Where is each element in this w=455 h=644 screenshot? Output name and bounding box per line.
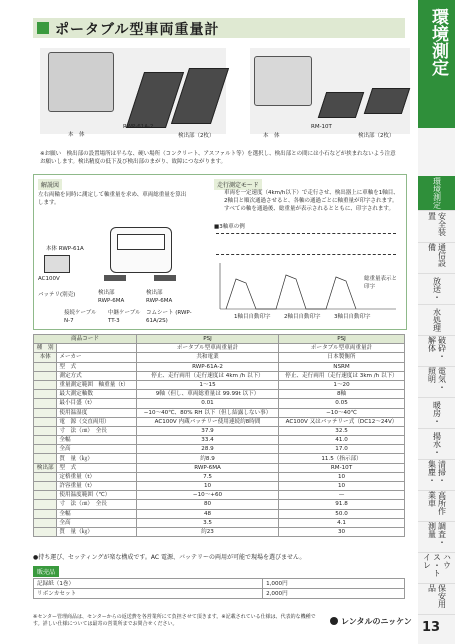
row-value-1: 約23 <box>136 527 278 536</box>
caption-plates: 検出部（2枚） <box>178 133 215 139</box>
row-label: 電 源（交直両用） <box>57 417 137 426</box>
row-label: 定格重量（t） <box>57 472 137 481</box>
row-label: 最小目盛（t） <box>57 399 137 408</box>
label-cable: 接続ケーブル N-7 <box>64 310 97 324</box>
row-group <box>34 509 57 518</box>
travel-arrow-icon <box>216 233 396 255</box>
row-label: 全高 <box>57 445 137 454</box>
row-value-1: 約8.9 <box>136 454 278 463</box>
caption-plates2: 検出部（2枚） <box>358 133 395 139</box>
side-tab-item[interactable]: 暖房・ <box>418 398 455 429</box>
row-value-2: 91.8 <box>279 500 405 509</box>
side-tab-active[interactable]: 環境測定 <box>418 176 455 211</box>
row-value-1: RWP-61A-2 <box>136 362 278 371</box>
row-label: 測定方式 <box>57 371 137 380</box>
side-tab-item[interactable]: ハウス・トイレ <box>418 553 455 584</box>
row-value-2: 32.5 <box>279 426 405 435</box>
graph-label-2: 2軸目自動印字 <box>284 314 321 320</box>
row-value-1: 3.5 <box>136 518 278 527</box>
row-value-1: 0.01 <box>136 399 278 408</box>
row-group <box>34 454 57 463</box>
label-sheet: コムシート (RWP-61A/2S) <box>146 310 192 324</box>
table-row <box>34 408 405 417</box>
row-label: 使用温度範囲（℃） <box>57 491 137 500</box>
row-group <box>34 408 57 417</box>
graph-label-3: 3軸目自動印字 <box>334 314 371 320</box>
logo-text: レンタルのニッケン <box>341 617 412 626</box>
table-row <box>34 417 405 426</box>
mode-tag: 走行測定モード <box>214 179 262 190</box>
row-value-2: 停止、走行両用（走行速度は 3km /h 以下） <box>279 371 405 380</box>
row-value-2: 10 <box>279 482 405 491</box>
side-index <box>418 0 455 644</box>
title-bar <box>33 18 405 38</box>
row-value-2: 日本製衡所 <box>279 353 405 362</box>
diagram-description: 左右両輪を同時に測定して軸重量を求め、車両総重量を算出します。 <box>38 192 187 206</box>
row-value-2: −10～40℃ <box>279 408 405 417</box>
example-label: ■3軸車の例 <box>214 224 245 230</box>
scale-plate-right-icon <box>154 275 176 281</box>
row-label: 最大測定軸数 <box>57 390 137 399</box>
price-table <box>33 578 405 599</box>
row-value-1: 9軸（但し、車両総重量は 99.99t 以下） <box>136 390 278 399</box>
side-tab-item[interactable]: 揚水・ <box>418 429 455 460</box>
table-row <box>34 390 405 399</box>
row-group <box>34 445 57 454</box>
graph-label-total: 総重量表示と印字 <box>364 276 398 290</box>
row-value-1: 37.9 <box>136 426 278 435</box>
row-value-2: 30 <box>279 527 405 536</box>
side-heading: 環境測定 <box>428 8 448 76</box>
row-value-1: 共和電業 <box>136 353 278 362</box>
row-group <box>34 390 57 399</box>
row-value-2: NSRM <box>279 362 405 371</box>
header-col2: PSJ <box>279 335 405 344</box>
header-code: 商品コード <box>34 335 137 344</box>
device-body-rwp <box>48 52 114 112</box>
table-row <box>34 527 405 536</box>
row-group <box>34 417 57 426</box>
spec-table <box>33 334 405 537</box>
product-photo-rwp <box>40 48 226 134</box>
label-relay: 中継ケーブル TT-3 <box>108 310 141 324</box>
usage-note: ※お願い 検出部の設置場所は平らな、硬い場所（コンクリート、アスファルト等）を選択し、検出部との間には小石などが挟まれないよう注意お願いします。検出精度の低下及び検出部のまがり、故障につながります。 <box>40 151 396 165</box>
row-value-1: 停止、走行両用（走行速度は 4km /h 以下） <box>136 371 278 380</box>
row-value-1: 33.4 <box>136 436 278 445</box>
row-value-2: 1～20 <box>279 380 405 389</box>
page-title: ポータブル型車両重量計 <box>55 22 220 38</box>
side-tab-item[interactable]: 通信設備 <box>418 243 455 274</box>
row-value-2: 8軸 <box>279 390 405 399</box>
truck-front-icon <box>110 227 172 273</box>
table-row <box>34 454 405 463</box>
row-value-2: RM-10T <box>279 463 405 472</box>
table-row <box>34 500 405 509</box>
side-tab-item[interactable]: 清掃・集塵・ <box>418 460 455 491</box>
price-heading: 販売品 <box>33 566 59 577</box>
row-value-1: 48 <box>136 509 278 518</box>
row-group: 種 別 <box>34 344 57 353</box>
row-label: 型 式 <box>57 362 137 371</box>
side-tab-item[interactable]: 破砕・解体 <box>418 336 455 367</box>
row-value-2: 50.0 <box>279 509 405 518</box>
row-label: メーカー <box>57 353 137 362</box>
price-row <box>34 589 405 599</box>
table-row <box>34 362 405 371</box>
table-row <box>34 353 405 362</box>
row-group <box>34 472 57 481</box>
mode-description: 車両を一定速度（4km/h以下）で走行させ、検出器上に車軸を1軸目、2軸目と順次通過させると、各軸の通過ごとに軸重量が印字されます。すべての軸を通過後、総重量が表示されるとともに、印字されます。 <box>224 190 399 212</box>
row-label <box>57 344 137 353</box>
price-row <box>34 579 405 589</box>
table-header-row <box>34 335 405 344</box>
row-group <box>34 371 57 380</box>
row-value-1: 10 <box>136 482 278 491</box>
row-label: 許容重量（t） <box>57 482 137 491</box>
row-group <box>34 500 57 509</box>
label-body: 本体 RWP-61A <box>46 246 84 252</box>
side-tab-item[interactable]: 水処理 <box>418 305 455 336</box>
row-group <box>34 482 57 491</box>
table-row <box>34 472 405 481</box>
sensor-plate-icon <box>318 92 364 118</box>
logo-mark-icon <box>330 617 338 625</box>
row-label: 寸 法（㎝） 全長 <box>57 500 137 509</box>
row-label: 寸 法（㎝） 全長 <box>57 426 137 435</box>
row-label: 質 量（㎏） <box>57 454 137 463</box>
sensor-plate-icon <box>364 88 410 114</box>
table-row <box>34 482 405 491</box>
side-tab-item[interactable]: 放送・ <box>418 274 455 305</box>
row-value-2: 17.0 <box>279 445 405 454</box>
row-value-2: AC100V 又はバッテリー式（DC12～24V） <box>279 417 405 426</box>
row-group <box>34 491 57 500</box>
side-tab-item[interactable]: 調査・測量 <box>418 522 455 553</box>
row-value-2: 10 <box>279 472 405 481</box>
row-group <box>34 426 57 435</box>
side-tab-item[interactable]: 電気・照明 <box>418 367 455 398</box>
spec-body <box>34 344 405 537</box>
caption-rm10t: RM-10T <box>311 124 332 130</box>
bottom-notes: ※センター管理商品は、センターからの返送費を各営業所にて負担させて頂きます。※記載されている仕様は、代表的な機種です。詳しい仕様については最寄の営業所までお問合せください。 <box>33 614 316 627</box>
row-group <box>34 527 57 536</box>
graph-label-1: 1軸目自動印字 <box>234 314 271 320</box>
diagram-tag: 解説図 <box>38 179 62 190</box>
row-value-1: AC100V 内蔵バッテリー使用連続約8時間 <box>136 417 278 426</box>
table-row <box>34 371 405 380</box>
caption-body2: 本 体 <box>263 133 280 139</box>
product-photo-rm <box>250 48 410 134</box>
row-group <box>34 380 57 389</box>
row-label: 質 量（㎏） <box>57 527 137 536</box>
row-label: 全幅 <box>57 509 137 518</box>
label-ac: AC100V <box>38 276 60 282</box>
side-tab-item[interactable]: 保安用品 <box>418 584 455 615</box>
table-row <box>34 491 405 500</box>
row-value-1: 80 <box>136 500 278 509</box>
row-value-2: 11.5（指示部） <box>279 454 405 463</box>
label-sensor-left: 検出部 RWP-6MA <box>98 290 125 304</box>
explanation-diagram <box>33 174 407 330</box>
row-value-2: 41.0 <box>279 436 405 445</box>
label-battery: バッテリ(別売) <box>38 292 76 298</box>
table-row <box>34 445 405 454</box>
table-row <box>34 518 405 527</box>
row-value-1: ポータブル型車両重量計 <box>136 344 278 353</box>
table-row <box>34 436 405 445</box>
label-sensor-right: 検出部 RWP-6MA <box>146 290 173 304</box>
row-label: 型 式 <box>57 463 137 472</box>
row-value-1: RWP-6MA <box>136 463 278 472</box>
company-logo <box>330 616 412 627</box>
table-row <box>34 426 405 435</box>
row-value-2: ポータブル型車両重量計 <box>279 344 405 353</box>
row-label: 重量測定範囲 軸重量（t） <box>57 380 137 389</box>
row-group <box>34 362 57 371</box>
row-group <box>34 436 57 445</box>
row-value-1: 7.5 <box>136 472 278 481</box>
price-item: リボンカセット <box>34 589 263 599</box>
side-tab-item[interactable]: 高所作業車 <box>418 491 455 522</box>
table-row <box>34 344 405 353</box>
caption-body: 本 体 <box>68 132 85 138</box>
scale-plate-left-icon <box>104 275 126 281</box>
row-value-1: −10～40℃、80% RH 以下（但し結露しない事） <box>136 408 278 417</box>
row-value-2: 0.05 <box>279 399 405 408</box>
device-body-rm <box>254 56 312 106</box>
price-item: 記録紙（1巻） <box>34 579 263 589</box>
table-row <box>34 463 405 472</box>
row-group <box>34 399 57 408</box>
row-value-1: −10～+60 <box>136 491 278 500</box>
device-unit-icon <box>44 255 70 273</box>
side-heading-block <box>418 0 455 128</box>
table-row <box>34 380 405 389</box>
header-col1: PSJ <box>136 335 278 344</box>
table-row <box>34 399 405 408</box>
title-square-icon <box>37 22 49 34</box>
row-value-2: 4.1 <box>279 518 405 527</box>
side-tab-item[interactable]: 安全装置 <box>418 212 455 243</box>
caption-rwp61a: RWP-61A-2 <box>123 124 154 130</box>
row-group: 本体 <box>34 353 57 362</box>
row-group <box>34 518 57 527</box>
row-value-1: 1～15 <box>136 380 278 389</box>
row-value-2: — <box>279 491 405 500</box>
feature-note: ●持ち運び、セッティングが楽な構成です。AC 電源、バッテリーの両用が可能で現場を選びません。 <box>33 554 306 561</box>
price-value: 1,000円 <box>263 579 405 589</box>
row-value-1: 28.9 <box>136 445 278 454</box>
row-label: 全幅 <box>57 436 137 445</box>
price-value: 2,000円 <box>263 589 405 599</box>
row-group: 検出部 <box>34 463 57 472</box>
page-number: 13 <box>422 620 441 635</box>
table-row <box>34 509 405 518</box>
row-label: 全高 <box>57 518 137 527</box>
row-label: 使用温湿度 <box>57 408 137 417</box>
